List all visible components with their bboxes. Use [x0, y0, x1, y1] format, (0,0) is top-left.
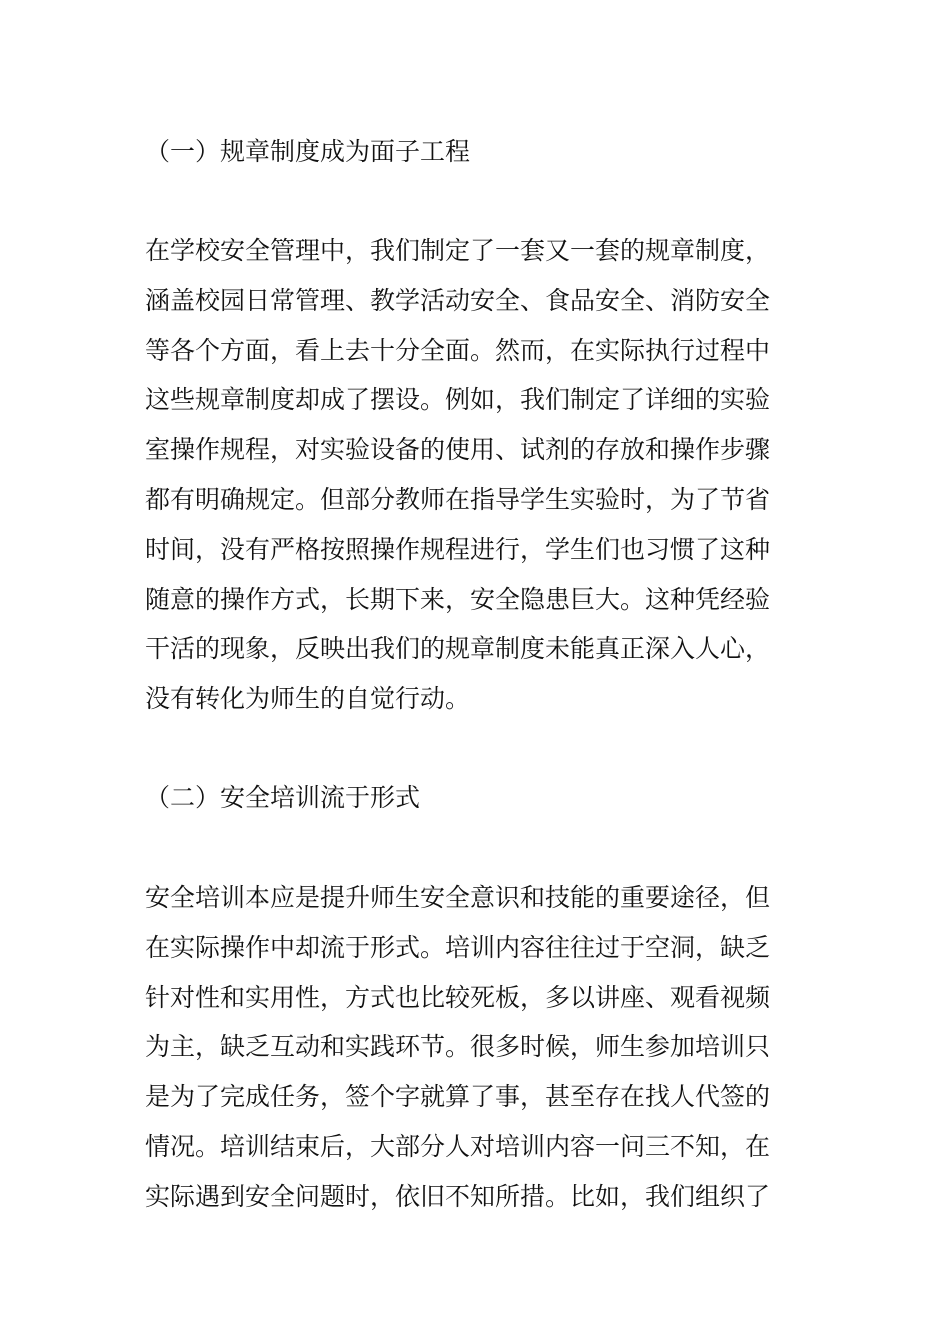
- paragraph-line: 安全培训本应是提升师生安全意识和技能的重要途径，但: [145, 883, 771, 912]
- paragraph-line: 时间，没有严格按照操作规程进行，学生们也习惯了这种: [145, 534, 771, 564]
- section-2-paragraph: [145, 873, 825, 1222]
- paragraph-line: 都有明确规定。但部分教师在指导学生实验时，为了节省: [145, 484, 771, 514]
- paragraph-line: 为主，缺乏互动和实践环节。很多时候，师生参加培训只: [145, 1032, 771, 1062]
- paragraph-line: 等各个方面，看上去十分全面。然而，在实际执行过程中: [145, 335, 771, 365]
- paragraph-line: 干活的现象，反映出我们的规章制度未能真正深入人心，: [145, 634, 771, 664]
- paragraph-line: 实际遇到安全问题时，依旧不知所措。比如，我们组织了: [145, 1181, 771, 1211]
- paragraph-line: 在实际操作中却流于形式。培训内容往往过于空洞，缺乏: [145, 932, 771, 962]
- paragraph-line: 没有转化为师生的自觉行动。: [145, 684, 471, 714]
- paragraph-line: 是为了完成任务，签个字就算了事，甚至存在找人代签的: [145, 1082, 771, 1112]
- paragraph-line: 室操作规程，对实验设备的使用、试剂的存放和操作步骤: [145, 435, 771, 465]
- paragraph-line: 针对性和实用性，方式也比较死板，多以讲座、观看视频: [145, 982, 771, 1012]
- paragraph-line: 涵盖校园日常管理、教学活动安全、食品安全、消防安全: [145, 285, 771, 315]
- paragraph-line: 随意的操作方式，长期下来，安全隐患巨大。这种凭经验: [145, 584, 771, 614]
- section-1-heading: （一）规章制度成为面子工程: [145, 137, 471, 166]
- section-2-heading: （二）安全培训流于形式: [145, 783, 421, 812]
- paragraph-line: 情况。培训结束后，大部分人对培训内容一问三不知，在: [145, 1131, 771, 1161]
- paragraph-line: 这些规章制度却成了摆设。例如，我们制定了详细的实验: [145, 385, 771, 415]
- paragraph-line: 在学校安全管理中，我们制定了一套又一套的规章制度，: [145, 236, 771, 265]
- section-1-paragraph: [145, 226, 825, 724]
